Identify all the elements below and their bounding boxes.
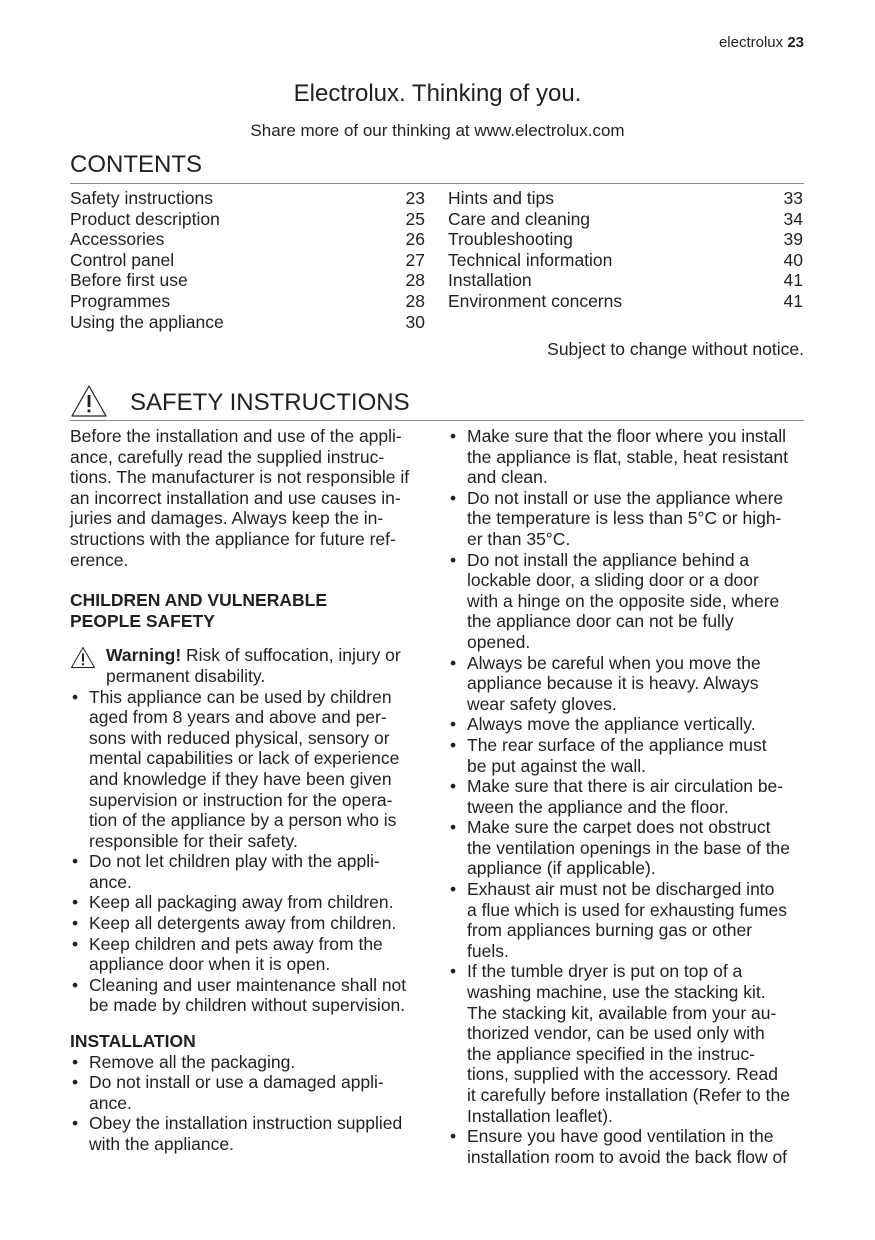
toc-entry[interactable]: [70, 291, 425, 312]
toc-entry-page: 25: [405, 208, 425, 229]
toc-entry-label: Hints and tips: [448, 188, 555, 208]
warning-label: Warning!: [106, 645, 182, 666]
brand-name: electrolux: [718, 34, 784, 51]
installation-heading: INSTALLATION: [70, 1031, 196, 1052]
list-item: • Do not let children play with the appli- ance.: [70, 851, 425, 892]
toc-entry[interactable]: [70, 209, 425, 230]
left-text-column: [70, 426, 425, 1155]
list-item: • Remove all the packaging.: [70, 1052, 425, 1073]
toc-entry[interactable]: [448, 291, 803, 312]
safety-title: SAFETY INSTRUCTIONS: [130, 389, 410, 416]
list-item: • Do not install the appliance behind a lockable door, a sliding door or a door with a hinge on the opposite side, where the appliance door can not be fully opened.: [448, 550, 806, 653]
list-item: • If the tumble dryer is put on top of a washing machine, use the stacking kit. The stacking kit, available from your au- thorized vendor, can be used only with the appliance specified in the instruc- tions, supplied with the accessory. Read it carefully before installation (Refer to the Installation leaflet).: [448, 961, 806, 1126]
toc-right-column: [448, 188, 803, 312]
toc-entry-page: 30: [405, 311, 425, 332]
toc-entry[interactable]: [70, 312, 425, 333]
page-header: [719, 34, 804, 52]
list-item: • Keep all packaging away from children.: [70, 892, 425, 913]
list-item: • The rear surface of the appliance must be put against the wall.: [448, 735, 806, 776]
list-item: • Always move the appliance vertically.: [448, 714, 806, 735]
installation-continued-list: [448, 426, 806, 1167]
page-number: 23: [787, 34, 804, 51]
installation-list: [70, 1052, 425, 1155]
toc-left-column: [70, 188, 425, 332]
list-item: • Exhaust air must not be discharged into a flue which is used for exhausting fumes from appliances burning gas or other fuels.: [448, 879, 806, 961]
warning-notice: [70, 645, 425, 686]
toc-entry[interactable]: [448, 188, 803, 209]
change-notice: Subject to change without notice.: [547, 339, 804, 359]
warning-triangle-icon: [70, 384, 108, 418]
toc-entry-label: Control panel: [70, 249, 175, 270]
toc-entry-page: 34: [783, 208, 803, 229]
toc-entry-label: Before first use: [70, 270, 188, 291]
toc-entry-page: 33: [783, 188, 803, 208]
list-item: • Cleaning and user maintenance shall not be made by children without supervision.: [70, 975, 425, 1016]
list-item: • Make sure the carpet does not obstruct the ventilation openings in the base of the appliance (if applicable).: [448, 817, 806, 879]
tagline: Electrolux. Thinking of you.: [293, 80, 582, 107]
toc-entry-label: Safety instructions: [70, 188, 213, 208]
children-safety-list: [70, 687, 425, 1017]
toc-entry-page: 28: [405, 290, 425, 311]
toc-entry[interactable]: [448, 229, 803, 250]
share-text: Share more of our thinking at www.electrolux.com: [250, 121, 625, 140]
list-item: • Make sure that the floor where you install the appliance is flat, stable, heat resistant and clean.: [448, 426, 806, 488]
toc-entry[interactable]: [70, 250, 425, 271]
toc-entry-page: 39: [783, 229, 803, 250]
toc-entry-page: 41: [783, 290, 803, 311]
toc-entry[interactable]: [448, 209, 803, 230]
toc-entry-page: 26: [405, 229, 425, 250]
toc-entry-page: 23: [405, 188, 425, 208]
children-safety-heading: CHILDREN AND VULNERABLE PEOPLE SAFETY: [70, 590, 327, 631]
list-item: • Always be careful when you move the appliance because it is heavy. Always wear safety gloves.: [448, 653, 806, 715]
list-item: • This appliance can be used by children aged from 8 years and above and per- sons with reduced physical, sensory or mental capabilities or lack of experience and knowledge if they have been given supervision or instruction for the opera- tion of the appliance by a person who is responsible for their safety.: [70, 687, 425, 852]
right-text-column: [448, 426, 806, 1167]
toc-entry[interactable]: [70, 270, 425, 291]
safety-divider: [70, 420, 804, 421]
list-item: • Do not install or use the appliance where the temperature is less than 5°C or high- er than 35°C.: [448, 488, 806, 550]
toc-entry-label: Programmes: [70, 290, 171, 311]
toc-entry-label: Care and cleaning: [448, 208, 591, 229]
toc-entry-label: Using the appliance: [70, 311, 224, 332]
intro-paragraph: Before the installation and use of the appli- ance, carefully read the supplied instruc- tions. The manufacturer is not responsible if an incorrect installation and use causes in- juries and damages. Always keep the in- structions with the appliance for future ref- erence.: [70, 426, 410, 570]
toc-entry[interactable]: [70, 188, 425, 209]
toc-entry-label: Troubleshooting: [448, 229, 573, 250]
toc-entry[interactable]: [70, 229, 425, 250]
toc-entry-page: 27: [405, 249, 425, 270]
toc-entry-label: Accessories: [70, 229, 165, 250]
warning-text: Risk of suffocation, injury or permanent disability.: [106, 645, 401, 686]
toc-entry-page: 40: [783, 249, 803, 270]
list-item: • Obey the installation instruction supplied with the appliance.: [70, 1113, 425, 1154]
list-item: • Ensure you have good ventilation in the installation room to avoid the back flow of: [448, 1126, 806, 1167]
toc-entry[interactable]: [448, 270, 803, 291]
list-item: • Do not install or use a damaged appli- ance.: [70, 1072, 425, 1113]
toc-entry-label: Installation: [448, 270, 532, 291]
list-item: • Keep children and pets away from the appliance door when it is open.: [70, 934, 425, 975]
toc-entry-label: Technical information: [448, 249, 613, 270]
list-item: • Keep all detergents away from children.: [70, 913, 425, 934]
toc-entry[interactable]: [448, 250, 803, 271]
toc-entry-page: 28: [405, 270, 425, 291]
list-item: • Make sure that there is air circulation be- tween the appliance and the floor.: [448, 776, 806, 817]
contents-heading: CONTENTS: [70, 151, 202, 178]
warning-triangle-icon: [70, 646, 96, 669]
toc-entry-label: Environment concerns: [448, 290, 623, 311]
contents-divider: [70, 183, 804, 184]
toc-entry-label: Product description: [70, 208, 220, 229]
toc-entry-page: 41: [783, 270, 803, 291]
